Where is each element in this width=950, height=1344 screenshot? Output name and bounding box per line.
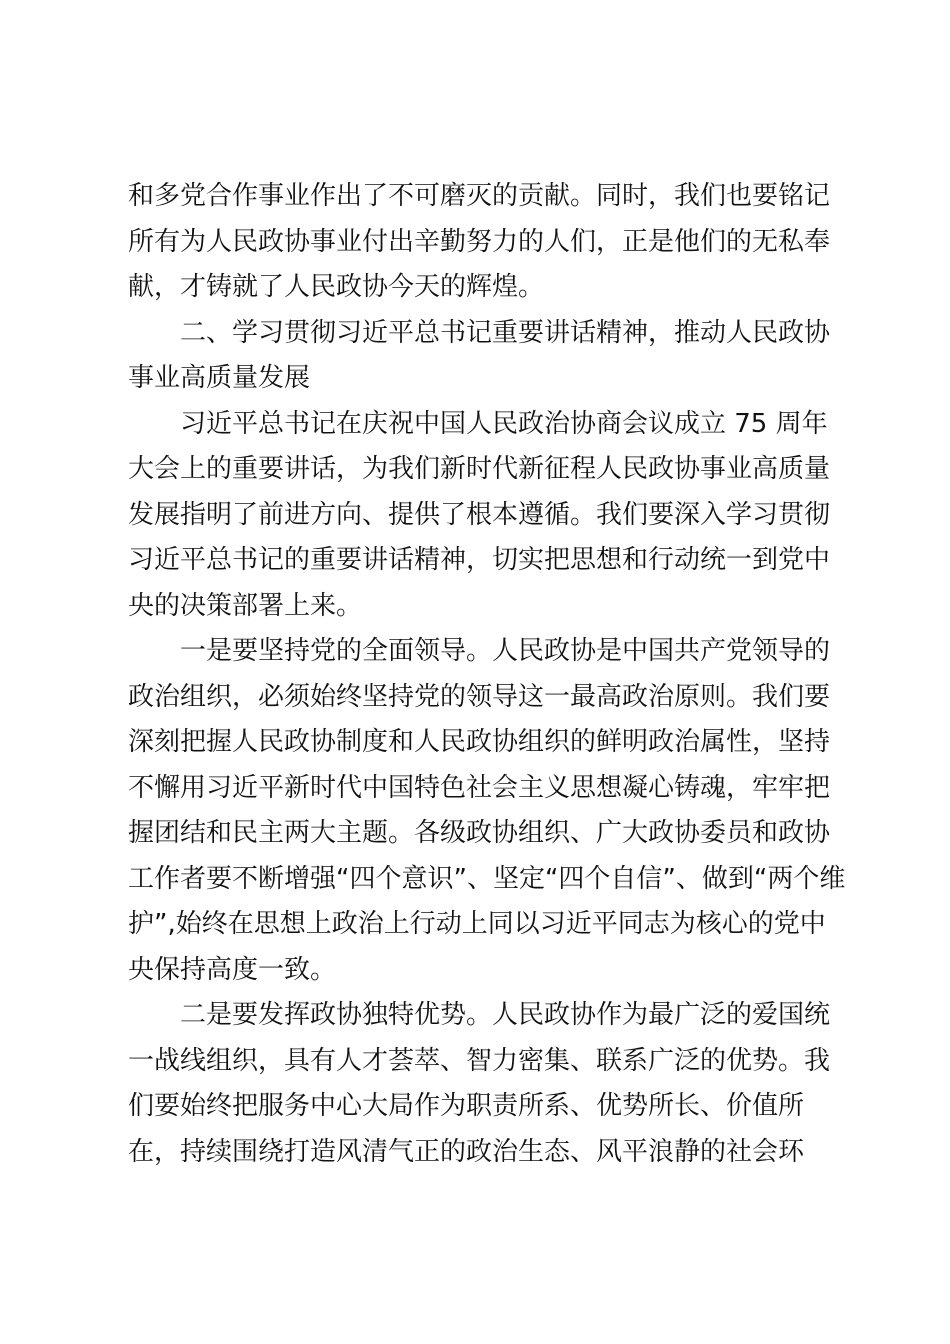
text-line: 发展指明了前进方向、提供了根本遵循。我们要深入学习贯彻 [128, 499, 831, 530]
paragraph-continuation [128, 174, 831, 311]
text-line: 工作者要不断增强“四个意识”、坚定“四个自信”、做到“两个维 [128, 863, 846, 894]
text-line: 大会上的重要讲话，为我们新时代新征程人民政协事业高质量 [128, 454, 831, 484]
paragraph-speech-intro [128, 402, 831, 630]
text-line: 央的决策部署上来。 [128, 590, 363, 621]
text-line: 不懈用习近平新时代中国特色社会主义思想凝心铸魂，牢牢把 [128, 772, 831, 803]
text-line: 二是要发挥政协独特优势。人民政协作为最广泛的爱国统 [180, 1000, 831, 1030]
text-line: 所有为人民政协事业付出辛勤努力的人们，正是他们的无私奉 [128, 226, 831, 257]
heading-line: 事业高质量发展 [128, 363, 311, 393]
text-line: 央保持高度一致。 [128, 954, 337, 985]
paragraph-party-leadership [128, 629, 846, 993]
text-line: 习近平总书记在庆祝中国人民政治协商会议成立 75 周年 [180, 408, 828, 439]
text-line: 习近平总书记的重要讲话精神，切实把思想和行动统一到党中 [128, 545, 831, 575]
text-line: 们要始终把服务中心大局作为职责所系、优势所长、价值所 [128, 1091, 805, 1121]
text-line: 握团结和民主两大主题。各级政协组织、广大政协委员和政协 [128, 818, 831, 848]
document-body [128, 174, 846, 1175]
text-line: 和多党合作事业作出了不可磨灭的贡献。同时，我们也要铭记 [128, 181, 831, 211]
text-line: 一是要坚持党的全面领导。人民政协是中国共产党领导的 [180, 636, 831, 666]
text-line: 在，持续围绕打造风清气正的政治生态、风平浪静的社会环 [128, 1136, 805, 1167]
text-line: 献，才铸就了人民政协今天的辉煌。 [128, 272, 545, 302]
text-line: 护”,始终在思想上政治上行动上同以习近平同志为核心的党中 [128, 909, 826, 939]
heading-line: 二、学习贯彻习近平总书记重要讲话精神，推动人民政协 [180, 317, 831, 348]
text-line: 深刻把握人民政协制度和人民政协组织的鲜明政治属性，坚持 [128, 727, 831, 757]
paragraph-cppcc-advantages [128, 993, 831, 1175]
text-line: 政治组织，必须始终坚持党的领导这一最高政治原则。我们要 [128, 681, 831, 712]
section-heading-2 [128, 311, 831, 402]
text-line: 一战线组织，具有人才荟萃、智力密集、联系广泛的优势。我 [128, 1045, 831, 1076]
